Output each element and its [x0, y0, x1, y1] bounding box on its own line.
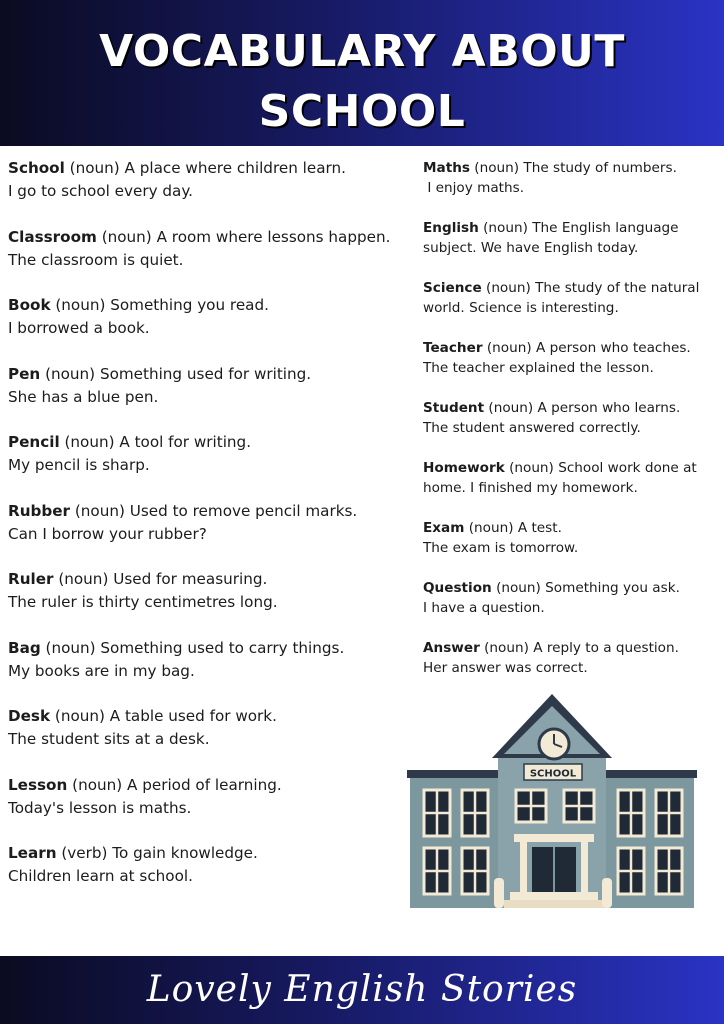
example-sentence: My pencil is sharp.	[8, 456, 150, 474]
entry-second-line: I have a question.	[423, 600, 545, 616]
entry-second-line: The exam is tomorrow.	[423, 540, 579, 556]
entry-second-line: world. Science is interesting.	[423, 300, 619, 316]
vocab-entry	[8, 568, 410, 614]
title-line-1: VOCABULARY ABOUT	[99, 26, 625, 77]
vocab-entry	[8, 774, 410, 820]
vocab-word: Exam	[423, 520, 465, 536]
vocab-word: Bag	[8, 638, 41, 657]
page-title	[0, 22, 724, 142]
definition-start: A person who teaches.	[535, 340, 691, 356]
example-sentence: Today's lesson is maths.	[8, 798, 192, 817]
vocab-entry	[423, 398, 713, 438]
example-sentence: My books are in my bag.	[8, 661, 195, 680]
part-of-speech: (noun)	[486, 280, 531, 296]
example-sentence: The ruler is thirty centimetres long.	[8, 593, 278, 611]
vocab-entry	[8, 431, 410, 477]
definition-start: The study of numbers.	[523, 160, 677, 176]
vocab-entry	[8, 294, 410, 340]
example-sentence: I go to school every day.	[8, 182, 193, 200]
entry-second-line: The teacher explained the lesson.	[423, 360, 654, 376]
part-of-speech: (noun)	[483, 220, 528, 236]
vocab-word: Lesson	[8, 775, 68, 794]
vocab-word: Pen	[8, 364, 41, 383]
definition: Used to remove pencil marks.	[129, 501, 358, 520]
part-of-speech: (noun)	[55, 296, 106, 314]
definition-start: A person who learns.	[537, 400, 681, 416]
definition: A tool for writing.	[119, 433, 252, 451]
vocab-entry	[423, 518, 713, 558]
part-of-speech: (noun)	[58, 570, 109, 588]
entry-second-line: home. I finished my homework.	[423, 480, 638, 496]
vocab-word: Desk	[8, 707, 51, 725]
vocab-entry	[423, 158, 713, 198]
vocab-entry	[423, 278, 713, 318]
vocab-word: School	[8, 159, 65, 177]
vocab-entry	[8, 842, 410, 888]
example-sentence: She has a blue pen.	[8, 387, 159, 406]
vocab-word: Maths	[423, 160, 470, 176]
vocab-word: Teacher	[423, 340, 483, 356]
entry-second-line: I enjoy maths.	[423, 180, 525, 196]
school-sign-text: SCHOOL	[529, 768, 577, 780]
definition-start: A reply to a question.	[533, 640, 679, 656]
part-of-speech: (noun)	[486, 340, 532, 356]
vocab-word: Question	[423, 580, 492, 596]
example-sentence: The classroom is quiet.	[8, 250, 184, 269]
vocab-entry	[8, 226, 410, 272]
vocab-word: Classroom	[8, 227, 97, 246]
definition: A place where children learn.	[124, 159, 346, 177]
vocab-word: Ruler	[8, 570, 54, 588]
definition: A period of learning.	[127, 775, 282, 794]
definition-start: Something you ask.	[545, 580, 680, 596]
part-of-speech: (noun)	[484, 640, 529, 656]
vocab-entry	[423, 218, 713, 258]
vocab-entry	[423, 638, 713, 678]
example-sentence: Children learn at school.	[8, 867, 193, 885]
part-of-speech: (noun)	[72, 775, 123, 794]
vocab-entry	[8, 157, 410, 203]
entry-second-line: The student answered correctly.	[423, 420, 641, 436]
part-of-speech: (noun)	[488, 400, 534, 416]
vocab-word: Pencil	[8, 433, 60, 451]
part-of-speech: (noun)	[496, 580, 541, 596]
part-of-speech: (noun)	[54, 707, 105, 725]
part-of-speech: (noun)	[64, 433, 115, 451]
definition: To gain knowledge.	[112, 844, 258, 862]
part-of-speech: (noun)	[468, 520, 514, 536]
definition-start: The English language	[532, 220, 679, 236]
vocab-word: Learn	[8, 844, 57, 862]
part-of-speech: (noun)	[74, 501, 125, 520]
title-line-2: SCHOOL	[258, 86, 466, 137]
part-of-speech: (noun)	[69, 159, 120, 177]
definition: Something used for writing.	[99, 364, 312, 383]
left-column	[8, 157, 410, 911]
school-building-illustration	[406, 692, 698, 910]
vocab-word: Book	[8, 296, 51, 314]
vocab-entry	[8, 500, 410, 546]
vocab-entry	[423, 578, 713, 618]
vocab-entry	[8, 363, 410, 409]
part-of-speech: (noun)	[101, 227, 152, 246]
example-sentence: Can I borrow your rubber?	[8, 524, 207, 543]
school-building-icon	[406, 692, 698, 910]
entry-second-line: Her answer was correct.	[423, 660, 588, 676]
definition-start: School work done at	[558, 460, 697, 476]
definition: Something used to carry things.	[100, 638, 345, 657]
footer-banner	[0, 956, 724, 1024]
vocab-entry	[8, 637, 410, 683]
part-of-speech: (noun)	[45, 364, 96, 383]
header-banner	[0, 0, 724, 146]
vocab-word: Rubber	[8, 501, 71, 520]
vocab-word: Student	[423, 400, 485, 416]
definition-start: A test.	[517, 520, 562, 536]
example-sentence: I borrowed a book.	[8, 319, 150, 337]
definition-start: The study of the natural	[535, 280, 700, 296]
vocab-word: Science	[423, 280, 482, 296]
part-of-speech: (noun)	[509, 460, 554, 476]
part-of-speech: (noun)	[474, 160, 520, 176]
vocab-entry	[423, 338, 713, 378]
right-column	[423, 158, 713, 698]
vocab-word: Answer	[423, 640, 480, 656]
part-of-speech: (noun)	[45, 638, 96, 657]
entry-second-line: subject. We have English today.	[423, 240, 639, 256]
vocab-word: Homework	[423, 460, 505, 476]
brand-name: Lovely English Stories	[146, 969, 578, 1010]
vocab-entry	[8, 705, 410, 751]
example-sentence: The student sits at a desk.	[8, 730, 210, 748]
part-of-speech: (verb)	[61, 844, 108, 862]
definition: Used for measuring.	[113, 570, 268, 588]
definition: A room where lessons happen.	[156, 227, 391, 246]
definition: Something you read.	[110, 296, 269, 314]
definition: A table used for work.	[109, 707, 277, 725]
vocab-entry	[423, 458, 713, 498]
vocab-word: English	[423, 220, 479, 236]
